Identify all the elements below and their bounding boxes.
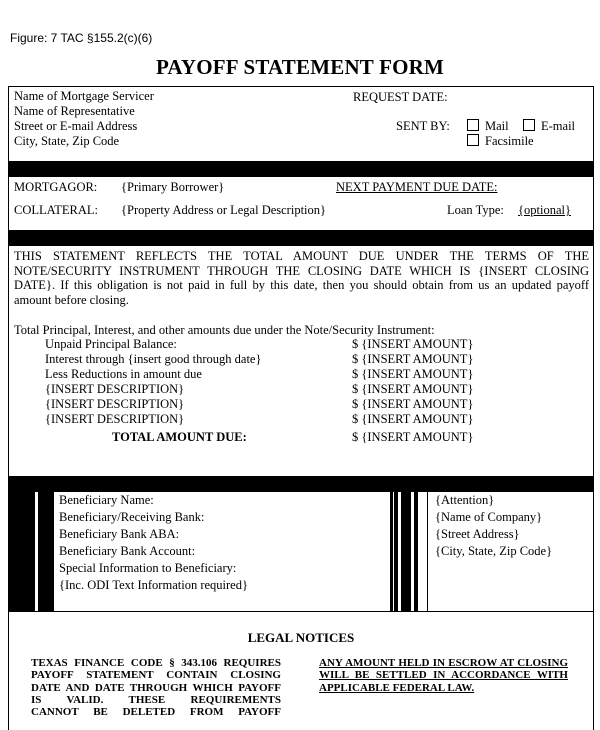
mail-option[interactable]: Mail xyxy=(467,119,509,134)
divider-bar xyxy=(9,230,593,246)
line-item-amount: $ {INSERT AMOUNT} xyxy=(352,352,474,366)
collateral-value: {Property Address or Legal Description} xyxy=(121,203,327,217)
collateral-label: COLLATERAL: xyxy=(14,203,99,217)
payoff-form xyxy=(8,86,594,730)
total-amount-due-value: $ {INSERT AMOUNT} xyxy=(352,430,474,444)
line-item-label: {INSERT DESCRIPTION} xyxy=(45,412,185,426)
center-black-column xyxy=(394,491,398,611)
line-item-amount: $ {INSERT AMOUNT} xyxy=(352,382,474,396)
loan-type-value: {optional} xyxy=(518,203,571,217)
section-rule xyxy=(9,611,593,612)
center-black-column xyxy=(401,491,411,611)
loan-type-label: Loan Type: xyxy=(447,203,504,217)
legal-notice-right: ANY AMOUNT HELD IN ESCROW AT CLOSING WILL BE SETTLED IN ACCORDANCE WITH APPLICABLE FEDERAL LAW. xyxy=(319,657,568,694)
city-state-zip: City, State, Zip Code xyxy=(14,134,120,148)
line-item-amount: $ {INSERT AMOUNT} xyxy=(352,367,474,381)
city-state-zip-field: {City, State, Zip Code} xyxy=(435,544,553,558)
statement-line: DATE}. If this obligation is not paid in full by this date, then you should obtain from us an updated payoff xyxy=(14,278,589,292)
email-option[interactable]: E-mail xyxy=(523,119,575,134)
mortgagor-label: MORTGAGOR: xyxy=(14,180,98,194)
figure-label: Figure: 7 TAC §155.2(c)(6) xyxy=(10,31,153,45)
request-date-label: REQUEST DATE: xyxy=(353,90,448,104)
sent-by-label: SENT BY: xyxy=(396,119,450,133)
email-checkbox[interactable] xyxy=(523,119,535,131)
divider-bar xyxy=(9,161,593,177)
legal-notice-left: TEXAS FINANCE CODE § 343.106 REQUIRES PAYOFF STATEMENT CONTAIN CLOSING DATE AND DATE THROUGH WHICH PAYOFF IS VALID. THESE REQUIREMENTS CANNOT BE DELETED FROM PAYOFF xyxy=(31,657,281,719)
statement-line: NOTE/SECURITY INSTRUMENT THROUGH THE CLOSING DATE WHICH IS {INSERT CLOSING xyxy=(14,263,589,278)
line-item-amount: $ {INSERT AMOUNT} xyxy=(352,412,474,426)
beneficiary-name-label: Beneficiary Name: xyxy=(59,493,154,507)
beneficiary-aba-label: Beneficiary Bank ABA: xyxy=(59,527,180,541)
street-address: Street or E-mail Address xyxy=(14,119,138,133)
special-info-label: Special Information to Beneficiary: xyxy=(59,561,237,575)
facsimile-checkbox[interactable] xyxy=(467,134,479,146)
servicer-name: Name of Mortgage Servicer xyxy=(14,89,154,103)
legal-notices-title: LEGAL NOTICES xyxy=(247,630,355,645)
statement-line: amount before closing. xyxy=(14,292,129,307)
totals-intro: Total Principal, Interest, and other amounts due under the Note/Security Instrument: xyxy=(14,323,435,337)
odi-text-label: {Inc. ODI Text Information required} xyxy=(59,578,248,592)
form-title: PAYOFF STATEMENT FORM xyxy=(155,55,445,79)
beneficiary-account-label: Beneficiary Bank Account: xyxy=(59,544,196,558)
line-item-label: Interest through {insert good through date} xyxy=(45,352,262,366)
line-item-label: {INSERT DESCRIPTION} xyxy=(45,397,185,411)
mortgagor-value: {Primary Borrower} xyxy=(121,180,225,194)
beneficiary-bank-label: Beneficiary/Receiving Bank: xyxy=(59,510,205,524)
divider-bar xyxy=(9,476,593,492)
column-divider xyxy=(390,491,393,611)
company-name-field: {Name of Company} xyxy=(435,510,543,524)
beneficiary-section xyxy=(9,491,593,611)
representative-name: Name of Representative xyxy=(14,104,135,118)
next-payment-due-label: NEXT PAYMENT DUE DATE: xyxy=(336,180,498,194)
line-item-label: Unpaid Principal Balance: xyxy=(45,337,177,351)
center-black-column xyxy=(414,491,418,611)
statement-line: THIS STATEMENT REFLECTS THE TOTAL AMOUNT DUE UNDER THE TERMS OF THE xyxy=(14,249,589,263)
line-item-label: {INSERT DESCRIPTION} xyxy=(45,382,185,396)
line-item-amount: $ {INSERT AMOUNT} xyxy=(352,337,474,351)
attention-field: {Attention} xyxy=(435,493,495,507)
statement-text xyxy=(14,249,589,307)
mail-checkbox[interactable] xyxy=(467,119,479,131)
street-address-field: {Street Address} xyxy=(435,527,520,541)
line-item-label: Less Reductions in amount due xyxy=(45,367,202,381)
column-divider xyxy=(427,491,428,611)
facsimile-option[interactable]: Facsimile xyxy=(467,134,534,149)
left-black-column xyxy=(38,491,54,611)
total-amount-due-label: TOTAL AMOUNT DUE: xyxy=(112,430,247,444)
left-black-column xyxy=(9,491,35,611)
line-item-amount: $ {INSERT AMOUNT} xyxy=(352,397,474,411)
